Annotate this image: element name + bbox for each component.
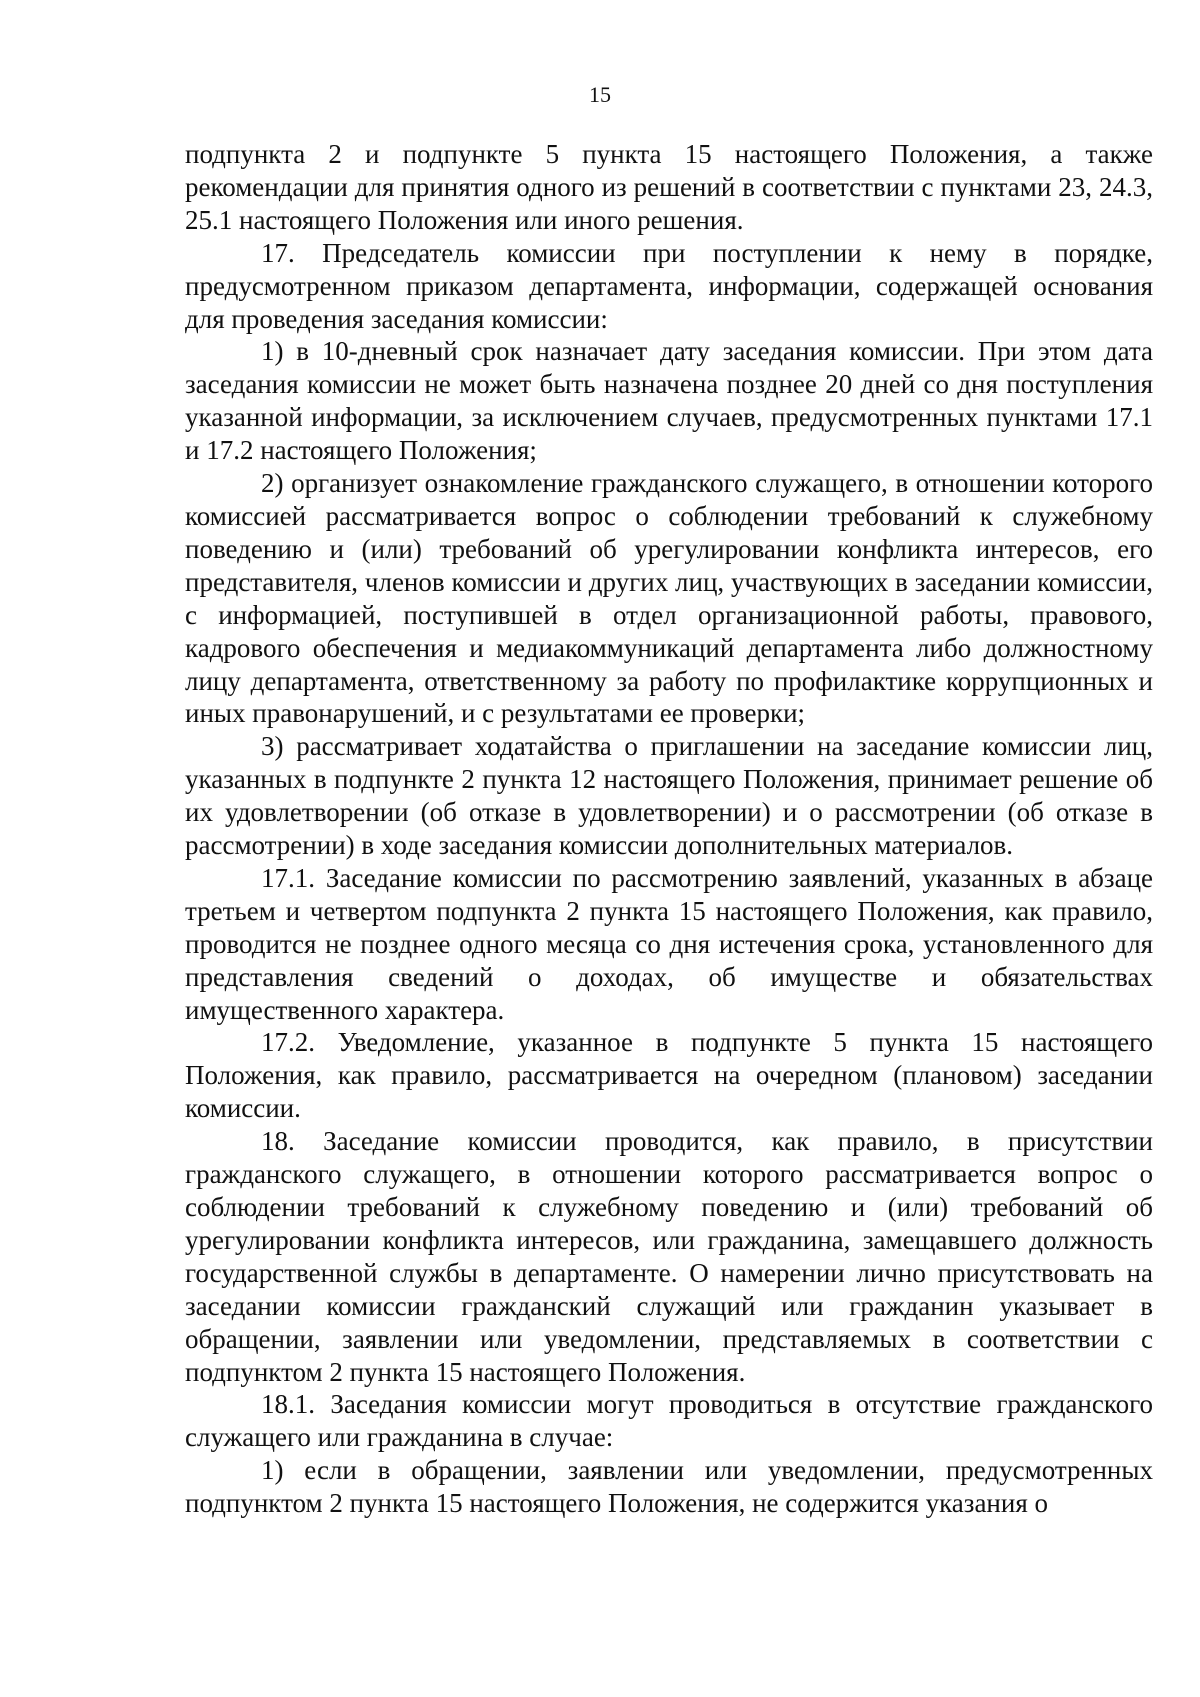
paragraph-18-1-item-1: 1) если в обращении, заявлении или уведомлении, предусмотренных подпунктом 2 пункта 15 настоящего Положения, не содержится указания о (185, 1455, 1153, 1519)
paragraph-17-item-2: 2) организует ознакомление гражданского служащего, в отношении которого комиссией рассматривается вопрос о соблюдении требований к служебному поведению и (или) требований об урегулировании конфликта интересов, его представителя, членов комиссии и других лиц, участвующих в заседании комиссии, с информацией, поступившей в отдел организационной работы, правового, кадрового обеспечения и медиакоммуникаций департамента либо должностному лицу департамента, ответственному за работу по профилактике коррупционных и иных правонарушений, и с результатами ее проверки; (185, 468, 1153, 729)
paragraph-17-2: 17.2. Уведомление, указанное в подпункте 5 пункта 15 настоящего Положения, как правило, рассматривается на очередном (плановом) заседании комиссии. (185, 1027, 1153, 1124)
paragraph-18: 18. Заседание комиссии проводится, как правило, в присутствии гражданского служащего, в отношении которого рассматривается вопрос о соблюдении требований к служебному поведению и (или) требований об урегулировании конфликта интересов, или гражданина, замещавшего должность государственной службы в департаменте. О намерении лично присутствовать на заседании комиссии гражданский служащий или гражданин указывает в обращении, заявлении или уведомлении, представляемых в соответствии с подпунктом 2 пункта 15 настоящего Положения. (185, 1126, 1153, 1387)
paragraph-17: 17. Председатель комиссии при поступлении к нему в порядке, предусмотренном приказом департамента, информации, содержащей основания для проведения заседания комиссии: (185, 237, 1153, 334)
document-body (185, 138, 1153, 1520)
paragraph-continuation: подпункта 2 и подпункте 5 пункта 15 настоящего Положения, а также рекомендации для принятия одного из решений в соответствии с пунктами 23, 24.3, 25.1 настоящего Положения или иного решения. (185, 139, 1153, 235)
paragraph-17-item-1: 1) в 10-дневный срок назначает дату заседания комиссии. При этом дата заседания комиссии не может быть назначена позднее 20 дней со дня поступления указанной информации, за исключением случаев, предусмотренных пунктами 17.1 и 17.2 настоящего Положения; (185, 336, 1153, 466)
paragraph-17-item-3: 3) рассматривает ходатайства о приглашении на заседание комиссии лиц, указанных в подпункте 2 пункта 12 настоящего Положения, принимает решение об их удовлетворении (об отказе в удовлетворении) и о рассмотрении (об отказе в рассмотрении) в ходе заседания комиссии дополнительных материалов. (185, 731, 1153, 861)
paragraph-18-1: 18.1. Заседания комиссии могут проводиться в отсутствие гражданского служащего или гражданина в случае: (185, 1389, 1153, 1453)
paragraph-17-1: 17.1. Заседание комиссии по рассмотрению заявлений, указанных в абзаце третьем и четвертом подпункта 2 пункта 15 настоящего Положения, как правило, проводится не позднее одного месяца со дня истечения срока, установленного для представления сведений о доходах, об имуществе и обязательствах имущественного характера. (185, 862, 1153, 1025)
page-number: 15 (589, 82, 611, 107)
